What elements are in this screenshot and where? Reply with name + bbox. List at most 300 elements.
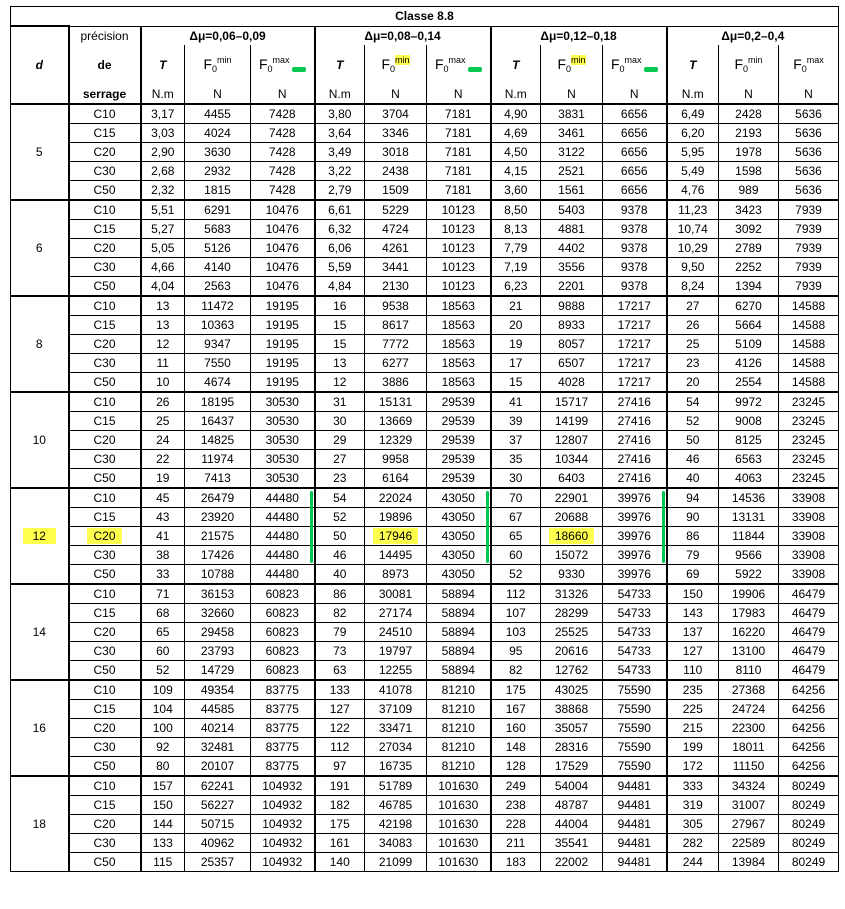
value-cell — [603, 142, 667, 161]
cell-value: 6507 — [558, 355, 585, 370]
cell-value: 43025 — [554, 682, 589, 697]
cell-value: 82 — [509, 662, 523, 677]
cell-value: 29539 — [441, 470, 475, 485]
precision-cell — [69, 622, 141, 641]
cell-value: 20 — [509, 317, 523, 332]
cell-value: 54 — [333, 490, 347, 505]
value-cell — [779, 526, 839, 545]
value-cell — [541, 200, 603, 220]
value-cell — [185, 699, 251, 718]
value-cell — [365, 123, 427, 142]
cell-value: 37109 — [378, 701, 413, 716]
cell-value: 9958 — [382, 451, 409, 466]
value-cell — [719, 257, 779, 276]
cell-value: 23920 — [200, 509, 235, 524]
cell-value: 4674 — [204, 374, 231, 389]
value-cell — [427, 660, 491, 680]
value-cell — [779, 238, 839, 257]
cell-value: C15 — [93, 125, 116, 140]
value-cell — [427, 180, 491, 200]
cell-value: 4140 — [204, 259, 231, 274]
value-cell — [315, 315, 365, 334]
cell-value: 39976 — [617, 509, 651, 524]
cell-value: 75590 — [617, 739, 651, 754]
cell-value: 5636 — [795, 144, 822, 159]
cell-value: 30 — [333, 413, 347, 428]
value-cell — [603, 699, 667, 718]
value-cell — [251, 430, 315, 449]
value-cell — [315, 622, 365, 641]
cell-value: 14495 — [378, 547, 413, 562]
value-cell — [365, 315, 427, 334]
cell-value: 12762 — [554, 662, 589, 677]
value-cell — [541, 449, 603, 468]
sup-max: max — [272, 55, 290, 65]
value-cell — [427, 564, 491, 584]
value-cell — [365, 814, 427, 833]
cell-value: 9,50 — [681, 259, 705, 274]
value-cell — [719, 219, 779, 238]
cell-value: 182 — [329, 797, 350, 812]
value-cell — [779, 334, 839, 353]
cell-value: 2201 — [558, 278, 585, 293]
cell-value: 46479 — [791, 624, 826, 639]
cell-value: 63 — [333, 662, 347, 677]
value-cell — [779, 603, 839, 622]
value-cell — [719, 449, 779, 468]
cell-value: 75590 — [617, 720, 651, 735]
value-cell — [365, 180, 427, 200]
cell-value: 3831 — [558, 106, 585, 121]
value-cell — [667, 545, 719, 564]
cell-value: 27034 — [378, 739, 413, 754]
value-cell — [491, 564, 541, 584]
value-cell — [541, 603, 603, 622]
cell-value: 1509 — [382, 182, 409, 197]
cell-value: C50 — [93, 182, 116, 197]
cell-value: 3556 — [558, 259, 585, 274]
cell-value: 3461 — [558, 125, 585, 140]
value-cell — [141, 737, 185, 756]
table-row — [11, 276, 839, 296]
value-cell — [779, 180, 839, 200]
value-cell — [315, 180, 365, 200]
value-cell — [779, 296, 839, 316]
cell-value: 38 — [156, 547, 170, 562]
value-cell — [779, 468, 839, 488]
value-cell — [427, 507, 491, 526]
value-cell — [185, 603, 251, 622]
value-cell — [779, 660, 839, 680]
cell-value: 90 — [686, 509, 700, 524]
cell-value: 175 — [329, 816, 350, 831]
cell-value: 60823 — [265, 605, 299, 620]
value-cell — [365, 795, 427, 814]
value-cell — [427, 526, 491, 545]
cell-value: 94481 — [617, 835, 651, 850]
cell-value: 23245 — [791, 394, 826, 409]
cell-value: 83775 — [265, 739, 299, 754]
cell-value: 18195 — [200, 394, 235, 409]
cell-value: 29458 — [200, 624, 235, 639]
unit-T: N.m — [141, 85, 185, 104]
value-cell — [141, 104, 185, 124]
value-cell — [491, 392, 541, 412]
value-cell — [667, 776, 719, 796]
cell-value: 3441 — [382, 259, 409, 274]
value-cell — [365, 526, 427, 545]
cell-value: 21099 — [378, 854, 413, 869]
value-cell — [427, 123, 491, 142]
sub-0: 0 — [267, 64, 273, 74]
value-cell — [365, 238, 427, 257]
cell-value: 6403 — [558, 470, 585, 485]
cell-value: 9538 — [382, 298, 409, 313]
value-cell — [491, 641, 541, 660]
precision-cell — [69, 507, 141, 526]
value-cell — [141, 833, 185, 852]
cell-value: C15 — [93, 509, 116, 524]
cell-value: C10 — [93, 778, 116, 793]
value-cell — [779, 545, 839, 564]
cell-value: 5636 — [795, 125, 822, 140]
cell-value: 107 — [505, 605, 526, 620]
cell-value: 9008 — [735, 413, 762, 428]
cell-value: 44480 — [265, 566, 299, 581]
value-cell — [141, 468, 185, 488]
cell-value: 1598 — [735, 163, 762, 178]
value-cell — [251, 564, 315, 584]
value-cell — [603, 564, 667, 584]
cell-value: 2130 — [382, 278, 409, 293]
sub-0: 0 — [390, 64, 396, 74]
cell-value: 115 — [153, 854, 173, 869]
table-row — [11, 756, 839, 776]
value-cell — [541, 257, 603, 276]
table-row — [11, 180, 839, 200]
value-cell — [491, 526, 541, 545]
cell-value: C50 — [93, 854, 116, 869]
value-cell — [315, 161, 365, 180]
value-cell — [719, 622, 779, 641]
cell-value: 41 — [156, 528, 170, 543]
col-Fmin-header — [365, 45, 427, 85]
cell-value: 3,64 — [328, 125, 352, 140]
cell-value: 52 — [156, 662, 170, 677]
table-row — [11, 430, 839, 449]
cell-value: 21 — [509, 298, 523, 313]
cell-value: 19 — [509, 336, 523, 351]
group-header-3: Δμ=0,12–0,18 — [491, 26, 667, 45]
value-cell — [251, 123, 315, 142]
value-cell — [141, 584, 185, 604]
cell-value: C50 — [93, 566, 116, 581]
cell-value: 7181 — [444, 163, 472, 178]
value-cell — [315, 756, 365, 776]
value-cell — [667, 641, 719, 660]
d-cell-12 — [11, 488, 69, 584]
value-cell — [141, 526, 185, 545]
value-cell — [185, 142, 251, 161]
value-cell — [185, 564, 251, 584]
cell-value: 9378 — [620, 202, 648, 217]
value-cell — [719, 756, 779, 776]
value-cell — [185, 814, 251, 833]
value-cell — [541, 545, 603, 564]
cell-value: 83775 — [265, 720, 299, 735]
value-cell — [541, 756, 603, 776]
cell-value: 101630 — [438, 816, 479, 831]
value-cell — [491, 468, 541, 488]
cell-value: C50 — [93, 662, 116, 677]
value-cell — [541, 526, 603, 545]
table-row — [11, 449, 839, 468]
value-cell — [491, 257, 541, 276]
table-title: Classe 8.8 — [11, 7, 839, 27]
cell-value: C20 — [93, 240, 116, 255]
cell-value: 17217 — [617, 355, 651, 370]
green-marker-icon — [292, 67, 306, 72]
cell-value: 44004 — [554, 816, 589, 831]
precision-cell — [69, 852, 141, 871]
cell-value: 17 — [509, 355, 523, 370]
cell-value: 23 — [686, 355, 700, 370]
cell-value: 228 — [505, 816, 526, 831]
value-cell — [491, 123, 541, 142]
cell-value: 3122 — [558, 144, 585, 159]
cell-value: 172 — [682, 758, 703, 773]
cell-value: 3630 — [204, 144, 231, 159]
precision-cell — [69, 276, 141, 296]
cell-value: 54 — [686, 394, 700, 409]
green-marker-icon — [644, 67, 658, 72]
value-cell — [491, 488, 541, 508]
cell-value: 5636 — [795, 182, 822, 197]
value-cell — [251, 833, 315, 852]
cell-value: 30530 — [265, 432, 299, 447]
precision-cell — [69, 603, 141, 622]
value-cell — [491, 622, 541, 641]
value-cell — [719, 180, 779, 200]
value-cell — [491, 276, 541, 296]
F-symbol: F — [793, 56, 802, 72]
value-cell — [541, 353, 603, 372]
cell-value: 104932 — [262, 797, 303, 812]
cell-value: 13984 — [731, 854, 766, 869]
cell-value: 167 — [505, 701, 526, 716]
table-row — [11, 488, 839, 508]
table-row — [11, 622, 839, 641]
value-cell — [185, 392, 251, 412]
table-row — [11, 353, 839, 372]
value-cell — [185, 411, 251, 430]
value-cell — [779, 584, 839, 604]
value-cell — [185, 334, 251, 353]
value-cell — [779, 219, 839, 238]
value-cell — [719, 468, 779, 488]
cell-value: 80249 — [791, 816, 826, 831]
value-cell — [427, 372, 491, 392]
cell-value: 19195 — [265, 317, 299, 332]
cell-value: 43050 — [441, 528, 475, 543]
col-Fmin-header — [185, 45, 251, 85]
cell-value: 7428 — [268, 125, 296, 140]
value-cell — [365, 680, 427, 700]
table-row — [11, 660, 839, 680]
value-cell — [491, 545, 541, 564]
cell-value: C30 — [93, 355, 116, 370]
cell-value: 29539 — [441, 451, 475, 466]
cell-value: 157 — [152, 778, 173, 793]
cell-value: 5,95 — [681, 144, 705, 159]
table-row — [11, 161, 839, 180]
value-cell — [667, 718, 719, 737]
value-cell — [251, 334, 315, 353]
value-cell — [603, 718, 667, 737]
cell-value: 19896 — [378, 509, 413, 524]
cell-value: 17217 — [617, 298, 651, 313]
cell-value: 9378 — [620, 259, 648, 274]
cell-value: 112 — [330, 739, 350, 754]
value-cell — [603, 814, 667, 833]
value-cell — [719, 200, 779, 220]
value-cell — [719, 795, 779, 814]
value-cell — [251, 180, 315, 200]
cell-value: 9378 — [620, 278, 648, 293]
value-cell — [491, 660, 541, 680]
cell-value: 3704 — [382, 106, 409, 121]
cell-value: 17983 — [731, 605, 766, 620]
value-cell — [141, 756, 185, 776]
precision-cell — [69, 814, 141, 833]
precision-cell — [69, 219, 141, 238]
value-cell — [541, 276, 603, 296]
cell-value: 8973 — [382, 566, 409, 581]
value-cell — [365, 852, 427, 871]
value-cell — [779, 641, 839, 660]
value-cell — [667, 372, 719, 392]
value-cell — [185, 276, 251, 296]
cell-value: 27368 — [731, 682, 766, 697]
d-cell-14 — [11, 584, 69, 680]
value-cell — [667, 526, 719, 545]
value-cell — [667, 142, 719, 161]
cell-value: 60 — [156, 643, 170, 658]
cell-value: 21575 — [200, 528, 235, 543]
value-cell — [427, 488, 491, 508]
cell-value: 199 — [682, 739, 703, 754]
cell-value: 11,23 — [678, 202, 708, 217]
value-cell — [779, 795, 839, 814]
value-cell — [315, 564, 365, 584]
cell-value: 15 — [333, 317, 347, 332]
cell-value: 1978 — [735, 144, 762, 159]
d-cell-8 — [11, 296, 69, 392]
cell-value: 148 — [505, 739, 526, 754]
cell-value: 40 — [333, 566, 347, 581]
table-row — [11, 392, 839, 412]
green-marker-icon — [662, 491, 665, 563]
value-cell — [315, 353, 365, 372]
cell-value: C30 — [93, 163, 116, 178]
cell-value: 45 — [156, 490, 170, 505]
cell-value: 4,15 — [504, 163, 528, 178]
value-cell — [365, 219, 427, 238]
value-cell — [427, 545, 491, 564]
cell-value: 5,51 — [151, 202, 175, 217]
cell-value: 25 — [156, 413, 170, 428]
value-cell — [667, 680, 719, 700]
cell-value: 133 — [329, 682, 350, 697]
cell-value: 1561 — [558, 182, 585, 197]
sub-0: 0 — [801, 64, 807, 74]
cell-value: 8125 — [735, 432, 762, 447]
unit-Fmin: N — [365, 85, 427, 104]
value-cell — [491, 756, 541, 776]
value-cell — [719, 123, 779, 142]
cell-value: 183 — [505, 854, 526, 869]
cell-value: 25 — [686, 336, 700, 351]
value-cell — [315, 776, 365, 796]
cell-value: 15 — [333, 336, 347, 351]
unit-T: N.m — [667, 85, 719, 104]
cell-value: 112 — [506, 586, 526, 601]
value-cell — [779, 680, 839, 700]
value-cell — [427, 603, 491, 622]
value-cell — [365, 430, 427, 449]
value-cell — [185, 737, 251, 756]
cell-value: 18563 — [441, 298, 475, 313]
cell-value: 33908 — [791, 566, 826, 581]
value-cell — [541, 334, 603, 353]
cell-value: 60823 — [265, 586, 299, 601]
value-cell — [491, 814, 541, 833]
cell-value: 4881 — [558, 221, 585, 236]
value-cell — [315, 795, 365, 814]
value-cell — [185, 104, 251, 124]
cell-value: 140 — [329, 854, 350, 869]
F-symbol: F — [258, 56, 268, 72]
cell-value: 24510 — [378, 624, 413, 639]
cell-value: 191 — [329, 778, 350, 793]
cell-value: 2932 — [204, 163, 231, 178]
cell-value: 11 — [156, 355, 169, 370]
cell-value: 8057 — [558, 336, 585, 351]
precision-header-3: serrage — [69, 85, 141, 104]
cell-value: 6,61 — [328, 202, 352, 217]
cell-value: 43050 — [441, 490, 475, 505]
cell-value: 71 — [156, 586, 170, 601]
cell-value: 2252 — [735, 259, 762, 274]
value-cell — [779, 123, 839, 142]
value-cell — [667, 622, 719, 641]
cell-value: 32660 — [200, 605, 235, 620]
cell-value: 49354 — [200, 682, 235, 697]
value-cell — [491, 200, 541, 220]
value-cell — [141, 488, 185, 508]
cell-value: 64256 — [791, 739, 826, 754]
value-cell — [427, 142, 491, 161]
precision-cell — [69, 180, 141, 200]
value-cell — [541, 737, 603, 756]
value-cell — [603, 392, 667, 412]
cell-value: 12255 — [378, 662, 413, 677]
value-cell — [603, 238, 667, 257]
value-cell — [779, 257, 839, 276]
value-cell — [365, 564, 427, 584]
value-cell — [365, 756, 427, 776]
d-value: 6 — [35, 240, 43, 255]
